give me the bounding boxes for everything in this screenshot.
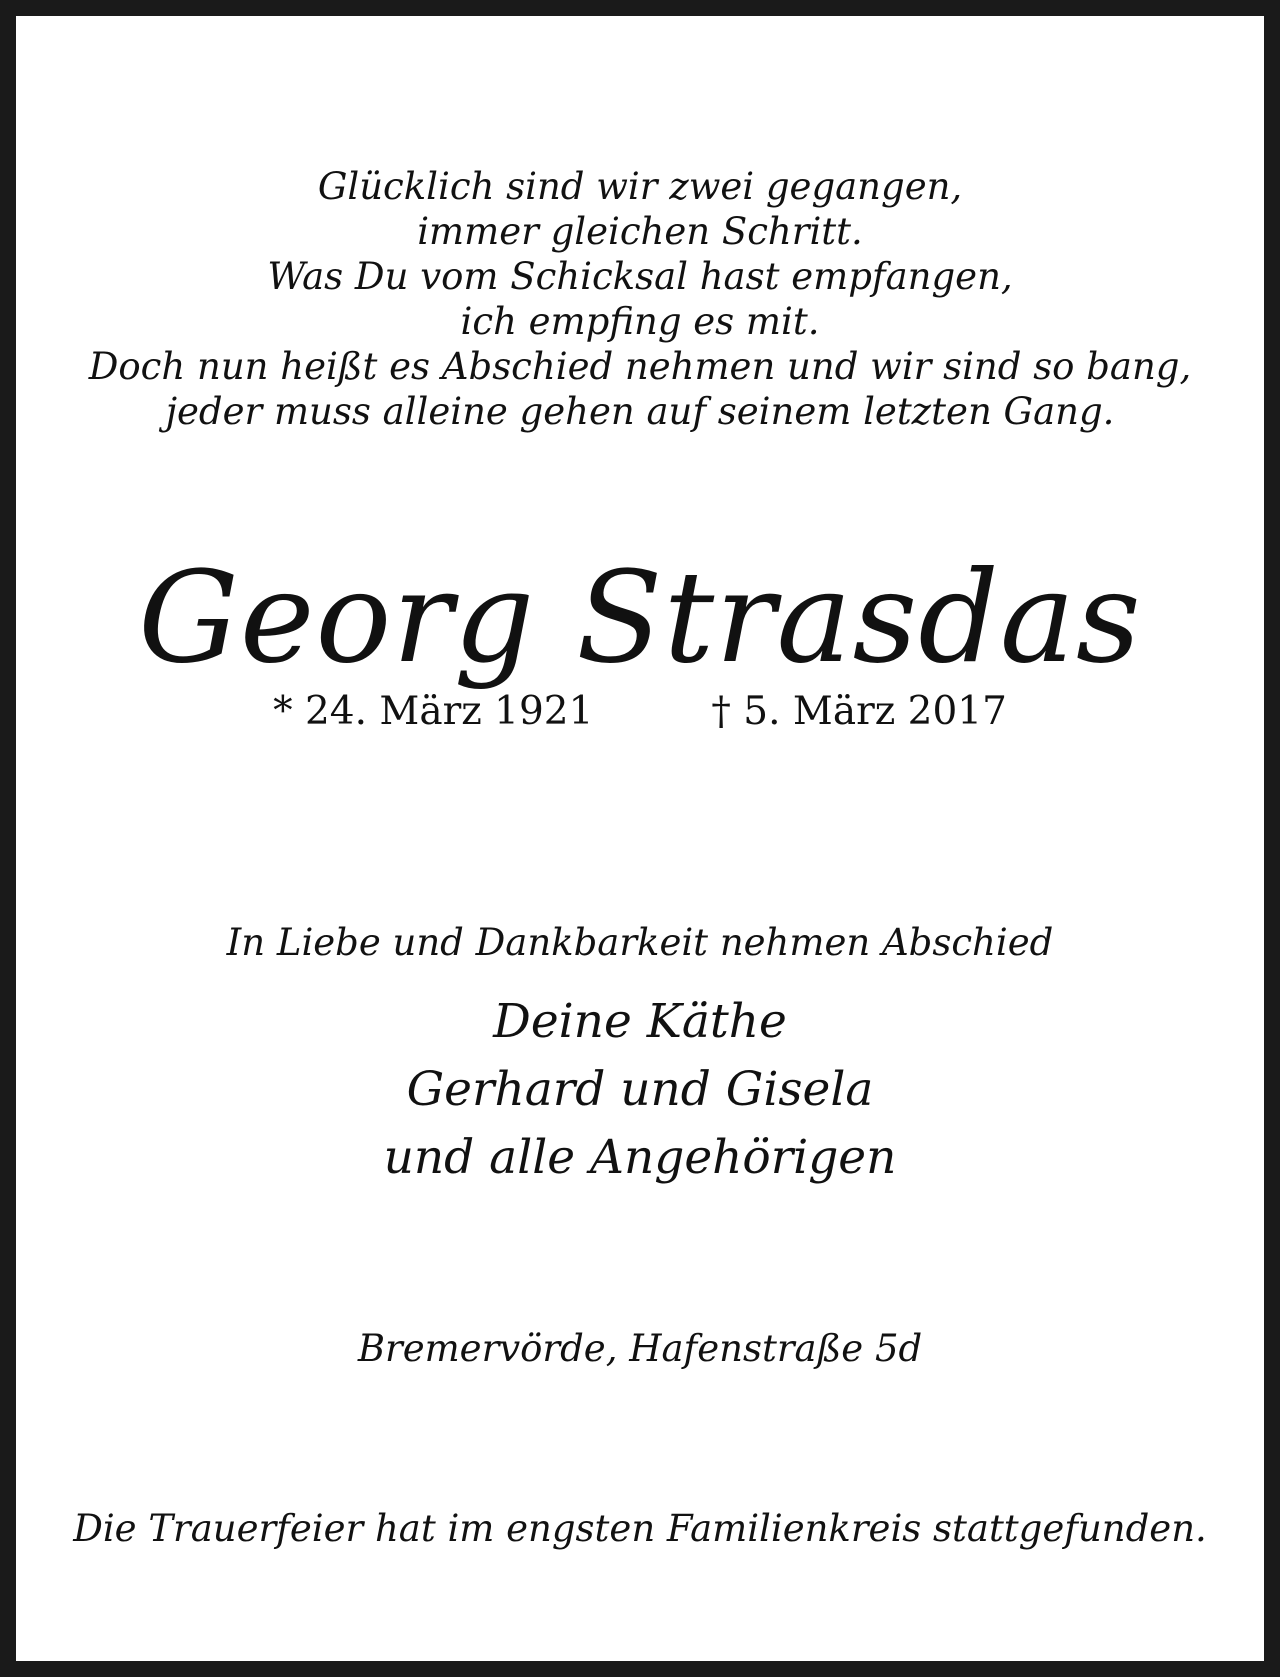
life-dates — [16, 688, 1264, 736]
poem-line: Glücklich sind wir zwei gegangen, — [317, 165, 963, 208]
poem-line: immer gleichen Schritt. — [417, 210, 863, 253]
address: Bremervörde, Hafenstraße 5d — [357, 1327, 923, 1370]
death-date: † 5. März 2017 — [711, 689, 1007, 734]
mourner-line: und alle Angehörigen — [383, 1130, 897, 1185]
poem-line: Doch nun heißt es Abschied nehmen und wir sind so bang, — [88, 345, 1192, 388]
mourner-line: Deine Käthe — [493, 994, 787, 1049]
funeral-note: Die Trauerfeier hat im engsten Familienkreis stattgefunden. — [73, 1507, 1207, 1550]
poem-line: jeder muss alleine gehen auf seinem letzten Gang. — [165, 390, 1115, 433]
poem-line: Was Du vom Schicksal hast empfangen, — [267, 255, 1013, 298]
deceased-name: Georg Strasdas — [138, 544, 1142, 691]
mourners-intro: In Liebe und Dankbarkeit nehmen Abschied — [226, 921, 1054, 964]
mourners-list — [16, 988, 1264, 1192]
poem-line: ich empfing es mit. — [460, 300, 820, 343]
mourner-line: Gerhard und Gisela — [406, 1062, 874, 1117]
birth-date: * 24. März 1921 — [273, 689, 594, 734]
poem — [16, 164, 1264, 434]
